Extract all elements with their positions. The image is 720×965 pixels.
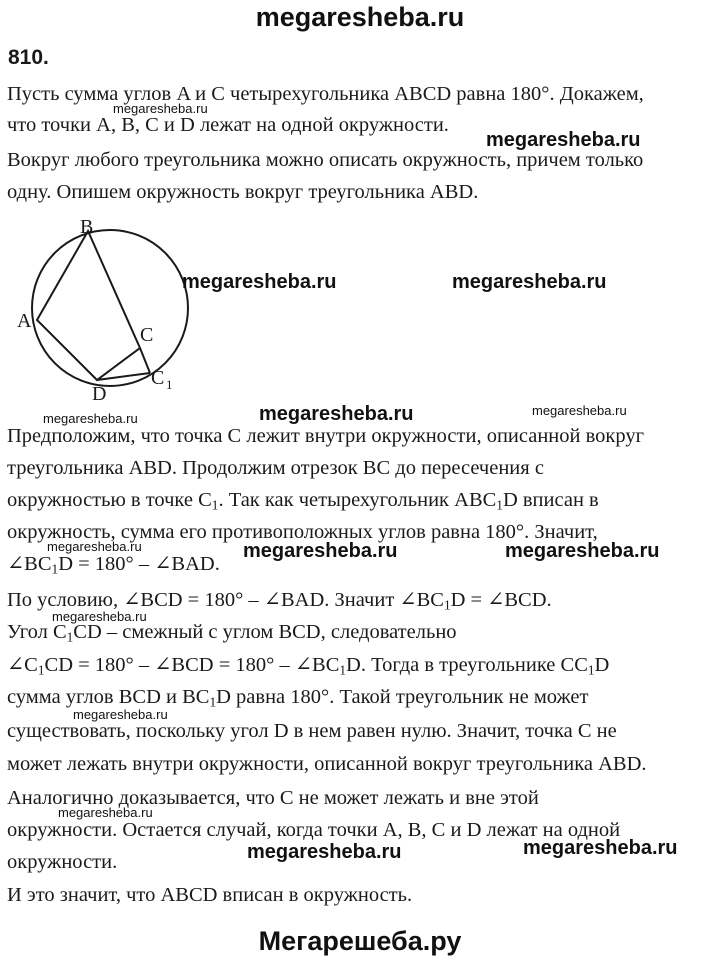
text-line-11: Угол $C_1CD$ – смежный с углом BCD, следовательно	[7, 621, 457, 645]
watermark: megaresheba.ru	[452, 271, 607, 293]
text-line-18: окружности.	[7, 851, 118, 873]
text-line-15: может лежать внутри окружности, описанной вокруг треугольника ABD.	[7, 753, 647, 775]
watermark: megaresheba.ru	[532, 403, 627, 418]
circumscribed-circle	[32, 230, 188, 386]
text-line-12: $\angle C_1CD = 180^\circ$ – ∠BCD = $180^\circ - \angle BC_1D$. Тогда в треугольнике $CC_1D$	[7, 654, 610, 678]
text-line-19: И это значит, что ABCD вписан в окружность.	[7, 884, 413, 906]
problem-number: 810.	[8, 46, 49, 69]
segment-c-c1	[140, 348, 150, 373]
text-line-13: сумма углов BCD и $BC_1D$ равна 180°. Такой треугольник не может	[7, 686, 589, 710]
text-line-14: существовать, поскольку угол D в нем равен нулю. Значит, точка C не	[7, 720, 617, 742]
site-footer: Мегарешеба.ру	[258, 926, 462, 956]
watermark: megaresheba.ru	[259, 403, 414, 425]
watermark: megaresheba.ru	[58, 805, 153, 820]
watermark: megaresheba.ru	[523, 837, 678, 859]
text-line-17: окружности. Остается случай, когда точки A, B, C и D лежат на одной	[7, 819, 621, 841]
text-line-5: Предположим, что точка C лежит внутри окружности, описанной вокруг	[7, 425, 645, 447]
text-line-1: Пусть сумма углов A и C четырехугольника ABCD равна 180°. Докажем,	[7, 83, 644, 105]
label-b: B	[80, 216, 94, 238]
quadrilateral-abcd	[37, 231, 140, 380]
watermark: megaresheba.ru	[486, 129, 641, 151]
text-line-8: окружность, сумма его противоположных углов равна 180°. Значит,	[7, 521, 598, 543]
watermark: megaresheba.ru	[243, 540, 398, 562]
watermark: megaresheba.ru	[113, 101, 208, 116]
label-c: C	[140, 324, 154, 346]
watermark: megaresheba.ru	[182, 271, 337, 293]
watermark: megaresheba.ru	[505, 540, 660, 562]
text-line-16: Аналогично доказывается, что C не может лежать и вне этой	[7, 787, 539, 809]
label-c1: C	[151, 367, 165, 389]
text-line-9: $\angle BC_1D = 180^\circ$ – ∠BAD.	[7, 553, 220, 577]
text-line-7: окружностью в точке $C_1$. Так как четырехугольник $ABC_1D$ вписан в	[7, 489, 599, 513]
site-header: megaresheba.ru	[255, 2, 465, 32]
label-d: D	[92, 383, 107, 405]
text-line-4: одну. Опишем окружность вокруг треугольника ABD.	[7, 181, 479, 203]
label-c1-sub: 1	[166, 377, 173, 392]
text-line-2: что точки A, B, C и D лежат на одной окружности.	[7, 114, 449, 136]
watermark: megaresheba.ru	[43, 411, 138, 426]
watermark: megaresheba.ru	[52, 609, 147, 624]
text-line-3: Вокруг любого треугольника можно описать окружность, причем только	[7, 149, 644, 171]
label-a: A	[17, 310, 32, 332]
text-line-6: треугольника ABD. Продолжим отрезок BC до пересечения с	[7, 457, 544, 479]
watermark: megaresheba.ru	[73, 707, 168, 722]
watermark: megaresheba.ru	[47, 539, 142, 554]
text-line-10: По условию, ∠BCD = 180° – ∠BAD. Значит $\angle BC_1D$ = ∠BCD.	[7, 589, 552, 613]
geometry-figure	[0, 210, 720, 410]
watermark: megaresheba.ru	[247, 841, 402, 863]
